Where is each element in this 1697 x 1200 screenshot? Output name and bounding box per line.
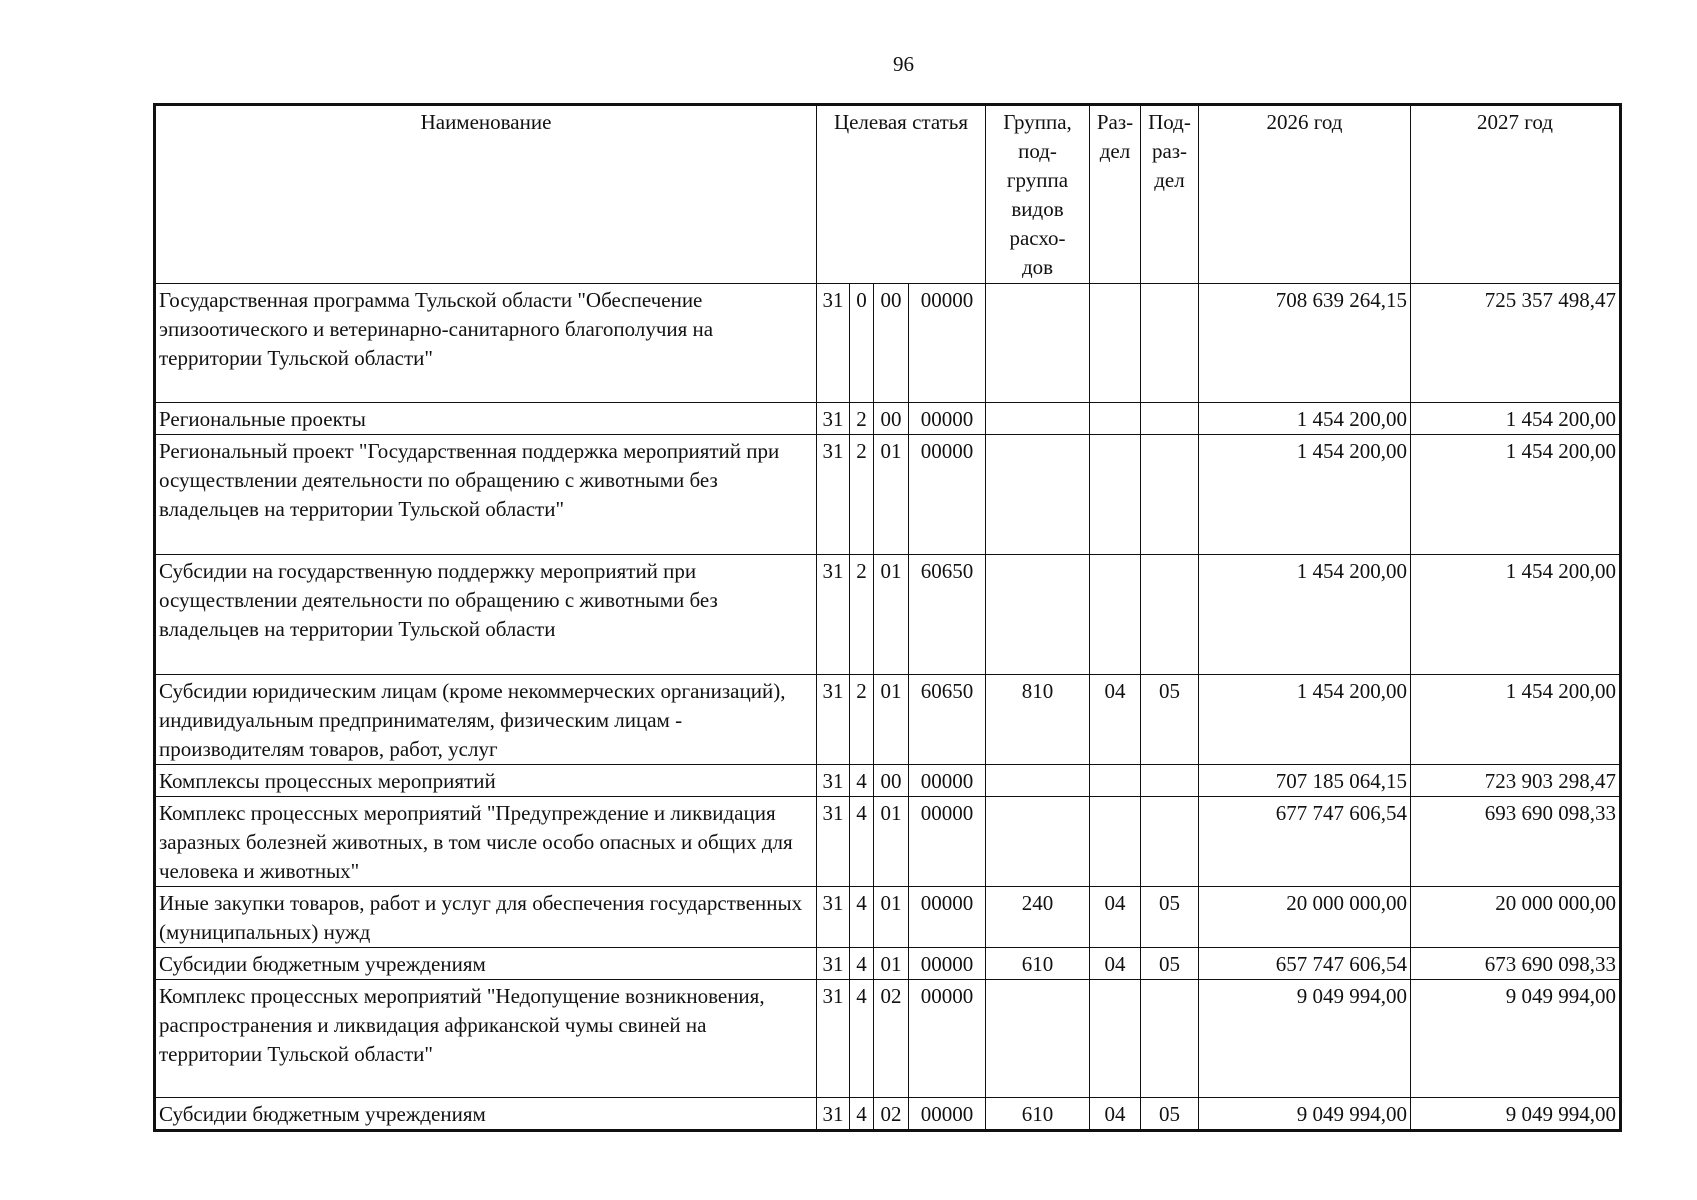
row-code-type: 4 (850, 765, 874, 797)
row-amount-2027: 20 000 000,00 (1411, 887, 1621, 948)
row-name: Иные закупки товаров, работ и услуг для обеспечения государственных (муниципальных) нужд (155, 887, 817, 948)
row-code-direction: 00000 (909, 284, 986, 403)
row-amount-2027: 9 049 994,00 (1411, 980, 1621, 1098)
row-group (986, 765, 1090, 797)
row-code-structure: 01 (874, 435, 909, 555)
row-code-direction: 00000 (909, 887, 986, 948)
row-amount-2027: 1 454 200,00 (1411, 555, 1621, 675)
row-section (1090, 765, 1141, 797)
table-row (155, 980, 1621, 1098)
header-name: Наименование (155, 105, 817, 284)
header-group: Группа, под- группа видов расхо- дов (986, 105, 1090, 284)
page-number: 96 (893, 52, 914, 76)
row-group (986, 403, 1090, 435)
row-amount-2026: 707 185 064,15 (1199, 765, 1411, 797)
row-subsection: 05 (1141, 948, 1199, 980)
table-row (155, 948, 1621, 980)
row-subsection (1141, 403, 1199, 435)
row-code-program: 31 (817, 1098, 850, 1131)
table-row (155, 435, 1621, 555)
row-code-program: 31 (817, 284, 850, 403)
row-code-structure: 02 (874, 1098, 909, 1131)
table-row (155, 284, 1621, 403)
row-code-program: 31 (817, 948, 850, 980)
row-name: Субсидии юридическим лицам (кроме некоммерческих организаций), индивидуальным предпринимателям, физическим лицам - производителям товаров, работ, услуг (155, 675, 817, 765)
row-code-direction: 00000 (909, 1098, 986, 1131)
budget-table (153, 103, 1622, 1132)
row-group: 810 (986, 675, 1090, 765)
header-year-2027: 2027 год (1411, 105, 1621, 284)
row-amount-2027: 1 454 200,00 (1411, 435, 1621, 555)
row-code-structure: 01 (874, 555, 909, 675)
header-section: Раз- дел (1090, 105, 1141, 284)
row-section: 04 (1090, 887, 1141, 948)
row-amount-2026: 708 639 264,15 (1199, 284, 1411, 403)
row-name: Комплекс процессных мероприятий "Предупреждение и ликвидация заразных болезней животных, в том числе особо опасных и общих для человека и животных" (155, 797, 817, 887)
row-name: Региональный проект "Государственная поддержка мероприятий при осуществлении деятельности по обращению с животными без владельцев на территории Тульской области" (155, 435, 817, 555)
row-amount-2026: 1 454 200,00 (1199, 403, 1411, 435)
row-code-type: 4 (850, 948, 874, 980)
row-section (1090, 403, 1141, 435)
row-code-structure: 00 (874, 765, 909, 797)
row-code-program: 31 (817, 765, 850, 797)
row-section (1090, 435, 1141, 555)
row-amount-2026: 20 000 000,00 (1199, 887, 1411, 948)
row-section (1090, 980, 1141, 1098)
row-code-structure: 02 (874, 980, 909, 1098)
row-name: Комплекс процессных мероприятий "Недопущение возникновения, распространения и ликвидация африканской чумы свиней на территории Тульской области" (155, 980, 817, 1098)
row-name: Региональные проекты (155, 403, 817, 435)
row-amount-2026: 9 049 994,00 (1199, 1098, 1411, 1131)
row-group (986, 980, 1090, 1098)
row-section: 04 (1090, 1098, 1141, 1131)
row-code-program: 31 (817, 887, 850, 948)
row-group (986, 284, 1090, 403)
row-amount-2027: 693 690 098,33 (1411, 797, 1621, 887)
row-code-program: 31 (817, 555, 850, 675)
row-amount-2026: 1 454 200,00 (1199, 675, 1411, 765)
row-amount-2027: 723 903 298,47 (1411, 765, 1621, 797)
table-row (155, 765, 1621, 797)
row-code-program: 31 (817, 797, 850, 887)
row-code-program: 31 (817, 675, 850, 765)
header-subsection: Под- раз- дел (1141, 105, 1199, 284)
row-amount-2027: 1 454 200,00 (1411, 675, 1621, 765)
row-code-direction: 00000 (909, 403, 986, 435)
row-amount-2026: 1 454 200,00 (1199, 435, 1411, 555)
row-code-structure: 01 (874, 675, 909, 765)
row-subsection (1141, 765, 1199, 797)
row-section: 04 (1090, 948, 1141, 980)
row-amount-2026: 1 454 200,00 (1199, 555, 1411, 675)
row-code-program: 31 (817, 435, 850, 555)
row-code-direction: 00000 (909, 435, 986, 555)
row-code-structure: 01 (874, 887, 909, 948)
row-group (986, 797, 1090, 887)
row-code-direction: 00000 (909, 797, 986, 887)
table-row (155, 403, 1621, 435)
table-row (155, 675, 1621, 765)
row-code-direction: 00000 (909, 980, 986, 1098)
row-subsection: 05 (1141, 887, 1199, 948)
row-code-type: 0 (850, 284, 874, 403)
row-subsection: 05 (1141, 1098, 1199, 1131)
table-row (155, 1098, 1621, 1131)
row-amount-2027: 725 357 498,47 (1411, 284, 1621, 403)
row-name: Комплексы процессных мероприятий (155, 765, 817, 797)
row-code-direction: 00000 (909, 765, 986, 797)
row-group (986, 555, 1090, 675)
row-group (986, 435, 1090, 555)
row-subsection (1141, 284, 1199, 403)
row-group: 610 (986, 948, 1090, 980)
row-code-program: 31 (817, 403, 850, 435)
row-code-type: 2 (850, 555, 874, 675)
table-row (155, 887, 1621, 948)
row-code-type: 4 (850, 887, 874, 948)
table-row (155, 797, 1621, 887)
row-subsection (1141, 797, 1199, 887)
row-subsection (1141, 435, 1199, 555)
header-target-article: Целевая статья (817, 105, 986, 284)
row-name: Субсидии бюджетным учреждениям (155, 1098, 817, 1131)
row-section: 04 (1090, 675, 1141, 765)
row-amount-2027: 1 454 200,00 (1411, 403, 1621, 435)
row-name: Субсидии бюджетным учреждениям (155, 948, 817, 980)
row-name: Субсидии на государственную поддержку мероприятий при осуществлении деятельности по обращению с животными без владельцев на территории Тульской области (155, 555, 817, 675)
row-code-direction: 60650 (909, 675, 986, 765)
row-amount-2026: 9 049 994,00 (1199, 980, 1411, 1098)
row-subsection: 05 (1141, 675, 1199, 765)
row-code-direction: 00000 (909, 948, 986, 980)
row-section (1090, 797, 1141, 887)
row-code-program: 31 (817, 980, 850, 1098)
row-section (1090, 284, 1141, 403)
row-code-structure: 00 (874, 403, 909, 435)
row-code-structure: 00 (874, 284, 909, 403)
row-code-structure: 01 (874, 948, 909, 980)
row-code-type: 4 (850, 1098, 874, 1131)
row-amount-2026: 677 747 606,54 (1199, 797, 1411, 887)
row-code-type: 2 (850, 403, 874, 435)
row-subsection (1141, 980, 1199, 1098)
row-code-type: 2 (850, 435, 874, 555)
row-code-type: 4 (850, 797, 874, 887)
row-code-type: 4 (850, 980, 874, 1098)
row-amount-2027: 673 690 098,33 (1411, 948, 1621, 980)
row-section (1090, 555, 1141, 675)
row-amount-2026: 657 747 606,54 (1199, 948, 1411, 980)
row-group: 240 (986, 887, 1090, 948)
row-code-type: 2 (850, 675, 874, 765)
row-name: Государственная программа Тульской области "Обеспечение эпизоотического и ветеринарно-санитарного благополучия на территории Тульской области" (155, 284, 817, 403)
header-year-2026: 2026 год (1199, 105, 1411, 284)
row-subsection (1141, 555, 1199, 675)
row-group: 610 (986, 1098, 1090, 1131)
header-row (155, 105, 1621, 284)
row-code-structure: 01 (874, 797, 909, 887)
table-row (155, 555, 1621, 675)
row-amount-2027: 9 049 994,00 (1411, 1098, 1621, 1131)
row-code-direction: 60650 (909, 555, 986, 675)
